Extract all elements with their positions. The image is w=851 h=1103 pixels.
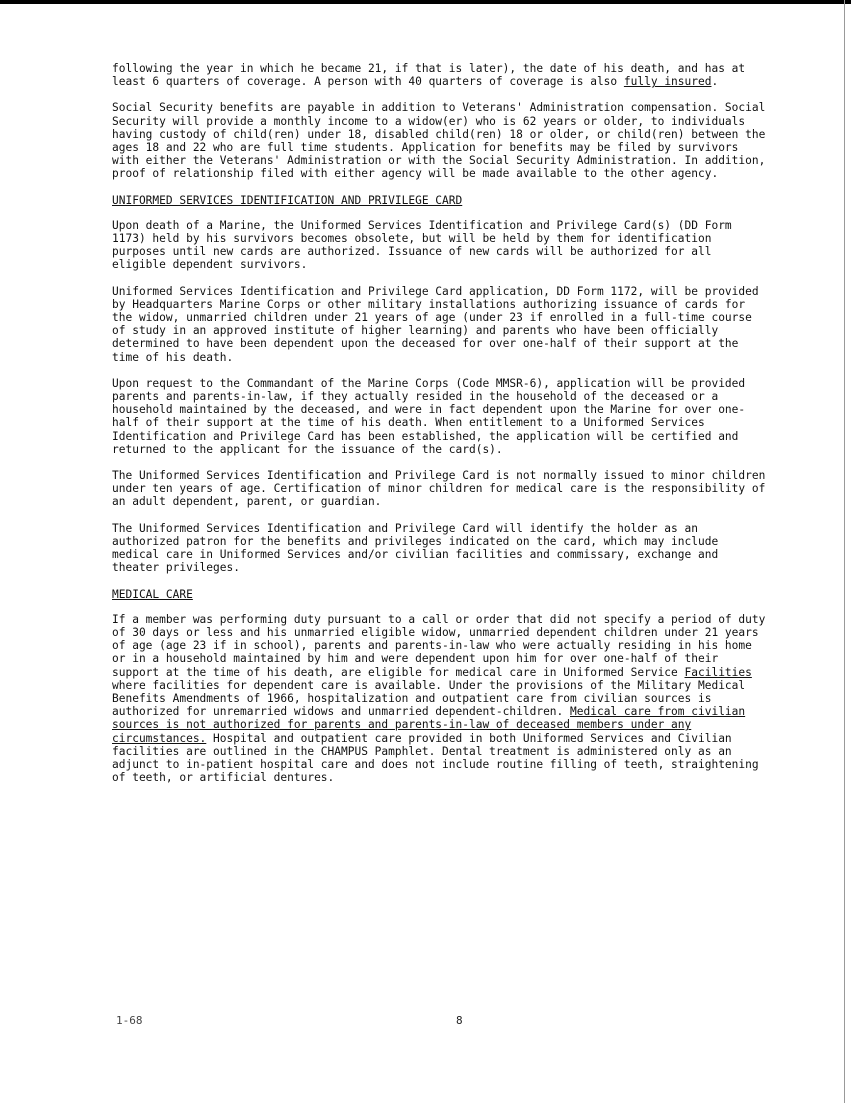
underlined-statement: Medical care from civilian sources is not authorized for parents and parents-in-law of deceased members under any circumstances. — [112, 705, 746, 745]
paragraph-text: where facilities for dependent care is available. Under the provisions of the Military Medical Benefits Amendments of 1966, hospitalization and outpatient care from civilian sources is authorized for unremarried widows and unmarried dependent-children. — [112, 678, 746, 719]
paragraph-insured — [112, 62, 767, 88]
paragraph-medical-care — [112, 613, 767, 785]
paragraph-text: Hospital and outpatient care provided in both Uniformed Services and Civilian facilities are outlined in the CHAMPUS Pamphlet. Dental treatment is administered only as an adjunct to in-patient hospital care and does not include routine filling of teeth, straightening of teeth, or artificial dentures. — [112, 731, 759, 785]
document-body — [112, 62, 767, 797]
paragraph-social-security: Social Security benefits are payable in addition to Veterans' Administration compensation. Social Security will provide a monthly income to a widow(er) who is 62 years or older, to individuals having custody of child(ren) under 18, disabled child(ren) 18 or older, or child(ren) between the ages 18 and 22 who are full time students. Application for benefits may be filed by survivors with either the Veterans' Administration or with the Social Security Administration. In addition, proof of relationship filed with either agency will be made available to the other agency. — [112, 101, 766, 181]
paragraph-id-card-application: Uniformed Services Identification and Privilege Card application, DD Form 1172, will be provided by Headquarters Marine Corps or other military installations authorizing issuance of cards for the widow, unmarried children under 21 years of age (under 23 if enrolled in a full-time course of study in an approved institute of higher learning) and parents who have been officially determined to have been dependent upon the deceased for over one-half of their support at the time of his death. — [112, 284, 759, 364]
paragraph-id-card-death: Upon death of a Marine, the Uniformed Services Identification and Privilege Card(s) (DD Form 1173) held by his survivors becomes obsolete, but will be held by them for identification purposes until new cards are authorized. Issuance of new cards will be authorized for all eligible dependent survivors. — [112, 218, 732, 272]
underlined-term: fully insured — [623, 75, 712, 89]
paragraph-id-card-privileges: The Uniformed Services Identification and Privilege Card will identify the holder as an authorized patron for the benefits and privileges indicated on the card, which may include medical care in Uniformed Services and/or civilian facilities and commissary, exchange and theater privileges. — [112, 521, 719, 575]
section-heading-id-card: UNIFORMED SERVICES IDENTIFICATION AND PRIVILEGE CARD — [112, 193, 463, 207]
paragraph-text: If a member was performing duty pursuant to a call or order that did not specify a period of duty of 30 days or less and his unmarried eligible widow, unmarried dependent children under 21 years of age (age 23 if in school), parents and parents-in-law who were actually residing in his home or in a household maintained by him and were dependent upon him for over one-half of their support at the time of his death, are eligible for medical care in Uniformed Service — [112, 612, 766, 679]
underlined-term: Facilities — [684, 665, 752, 679]
top-border — [0, 0, 851, 4]
right-border — [844, 0, 845, 1103]
section-heading-medical-care: MEDICAL CARE — [112, 587, 193, 601]
footer-form-code: 1-68 — [116, 1014, 143, 1027]
paragraph-id-card-request: Upon request to the Commandant of the Marine Corps (Code MMSR-6), application will be provided parents and parents-in-law, if they actually resided in the household of the deceased or a household maintained by the deceased, and were in fact dependent upon the Marine for over one-half of their support at the time of his death. When entitlement to a Uniformed Services Identification and Privilege Card has been established, the application will be certified and returned to the applicant for the issuance of the card(s). — [112, 376, 746, 456]
paragraph-id-card-minors: The Uniformed Services Identification and Privilege Card is not normally issued to minor children under ten years of age. Certification of minor children for medical care is the responsibility of an adult dependent, parent, or guardian. — [112, 469, 766, 509]
page-number: 8 — [456, 1014, 463, 1027]
paragraph-text: following the year in which he became 21, if that is later), the date of his death, and has at least 6 quarters of coverage. A person with 40 quarters of coverage is also — [112, 62, 746, 89]
paragraph-text: . — [711, 75, 719, 89]
